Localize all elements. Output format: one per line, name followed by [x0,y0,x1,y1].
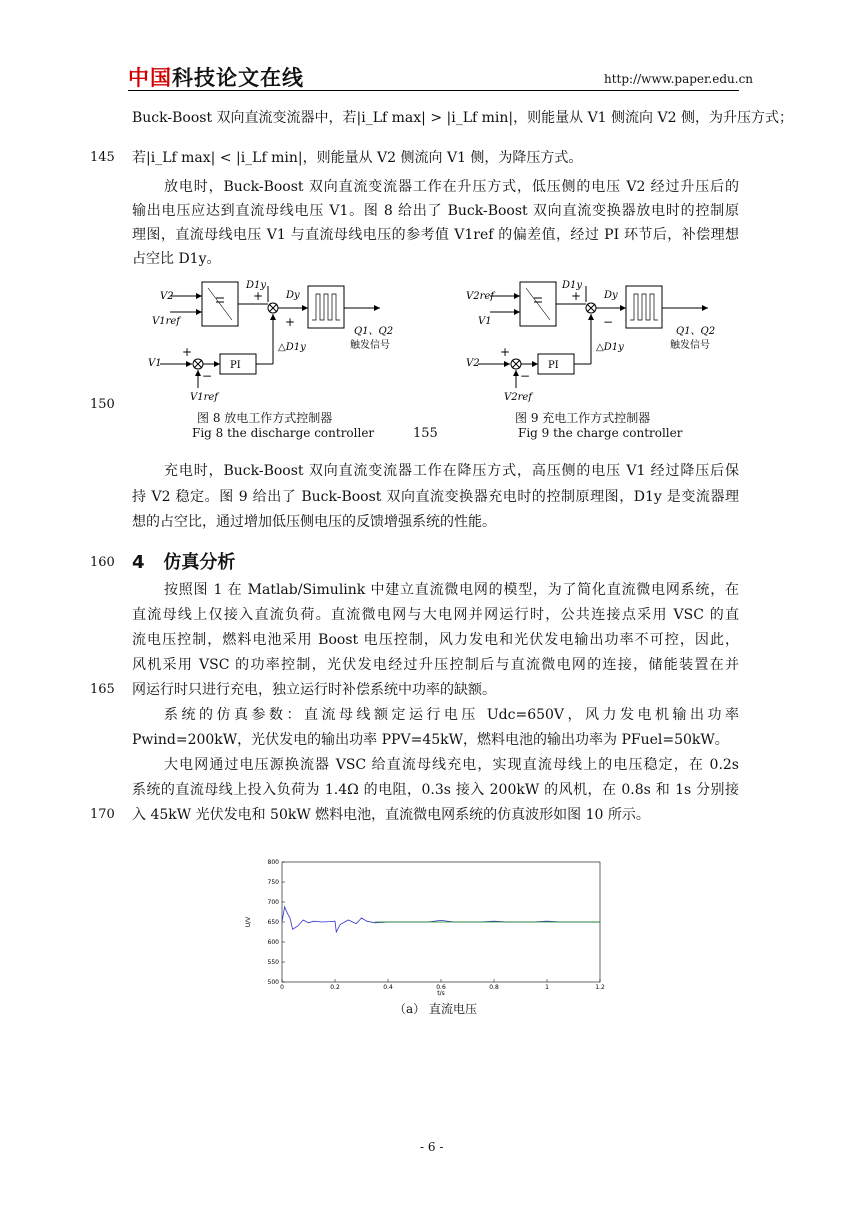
line-number: 165 [90,682,115,697]
label-d1y: D1y [562,280,583,291]
x-tick-label: 0.2 [330,984,340,991]
label-d1y: D1y [246,280,267,291]
text-line: 输出电压应达到直流母线电压 V1。图 8 给出了 Buck-Boost 双向直流变换器放电时的控制原 [132,203,739,219]
text-line: 系统的仿真参数：直流母线额定运行电压 Udc=650V，风力发电机输出功率 [164,707,739,723]
text-line: 持 V2 稳定。图 9 给出了 Buck-Boost 双向直流变换器充电时的控制原理图，D1y 是变流器理 [132,489,739,505]
page-number: - 6 - [420,1140,444,1154]
section-heading: 4 仿真分析 [132,552,236,573]
label-v2: V2 [160,291,174,302]
text-line: 入 45kW 光伏发电和 50kW 燃料电池，直流微电网系统的仿真波形如图 10 所示。 [132,807,650,823]
label-q1q2: Q1、Q2 [354,326,394,337]
x-tick-label: 0 [280,984,284,991]
figure-9-diagram [458,278,748,408]
x-tick-label: 1 [545,984,549,991]
label-v1: V1 [148,358,162,369]
plus-sign: + [285,315,296,329]
x-axis-label: t/s [437,990,445,997]
figure-10-voltage-chart [236,852,616,1000]
pi-block: PI [548,360,559,371]
y-tick-label: 600 [267,939,279,946]
text-line: 占空比 D1y。 [132,251,221,267]
figure-8-caption-cn: 图 8 放电工作方式控制器 [197,411,333,425]
line-number: 150 [90,397,115,412]
label-q1q2: Q1、Q2 [676,326,716,337]
figure-8-caption-en: Fig 8 the discharge controller [192,426,375,440]
line-number: 170 [90,807,115,822]
header-rule [128,90,739,91]
plus-sign: + [182,345,193,359]
label-v2ref-bottom: V2ref [504,392,532,403]
minus-sign: − [520,369,531,383]
y-tick-label: 500 [267,979,279,986]
label-delta-d1y: △D1y [278,342,306,353]
line-number: 160 [90,555,115,570]
figure-10-caption: （a） 直流电压 [394,1002,477,1016]
y-tick-label: 550 [267,959,279,966]
y-axis-label: U/V [245,916,252,928]
minus-sign: − [603,315,614,329]
label-v1ref-bottom: V1ref [190,392,218,403]
pi-block: PI [230,360,241,371]
text-line: 想的占空比，通过增加低压侧电压的反馈增强系统的性能。 [132,514,496,530]
label-trigger: 触发信号 [350,340,390,351]
label-v2ref: V2ref [466,291,494,302]
text-line: 理图，直流母线电压 V1 与直流母线电压的参考值 V1ref 的偏差值，经过 PI 环节后，补偿理想 [132,227,739,243]
text-line: 流电压控制，燃料电池采用 Boost 电压控制，风力发电和光伏发电输出功率不可控，因此， [132,632,739,648]
label-v1: V1 [478,316,492,327]
text-line: Buck-Boost 双向直流变流器中，若|i_Lf max| > |i_Lf min|，则能量从 V1 侧流向 V2 侧，为升压方式； [132,110,793,126]
text-line: 放电时，Buck-Boost 双向直流变流器工作在升压方式，低压侧的电压 V2 经过升压后的 [164,179,739,195]
plus-sign: + [571,289,582,303]
figure-9-caption-en: Fig 9 the charge controller [518,426,683,440]
label-v2: V2 [466,358,480,369]
label-v1ref: V1ref [152,316,180,327]
figure-8-diagram [140,278,430,408]
figure-9-caption-cn: 图 9 充电工作方式控制器 [515,411,651,425]
text-line: 直流母线上仅接入直流负荷。直流微电网与大电网并网运行时，公共连接点采用 VSC 的直 [132,607,739,623]
text-line: Pwind=200kW，光伏发电的输出功率 PPV=45kW，燃料电池的输出功率为 PFuel=50kW。 [132,732,729,748]
plus-sign: + [253,289,264,303]
text-line: 按照图 1 在 Matlab/Simulink 中建立直流微电网的模型，为了简化直流微电网系统，在 [164,582,739,598]
journal-logo: 中国科技论文在线 [128,66,304,90]
header-url[interactable]: http://www.paper.edu.cn [604,72,754,86]
x-tick-label: 0.4 [383,984,393,991]
text-line: 系统的直流母线上投入负荷为 1.4Ω 的电阻，0.3s 接入 200kW 的风机，在 0.8s 和 1s 分别接 [132,782,739,798]
line-number: 155 [413,426,438,441]
label-trigger: 触发信号 [670,340,710,351]
series-line-1 [282,907,600,932]
x-tick-label: 0.6 [436,984,446,991]
line-number: 145 [90,150,115,165]
y-tick-label: 650 [267,919,279,926]
label-dy: Dy [604,290,618,301]
plus-sign: + [500,345,511,359]
minus-sign: − [202,369,213,383]
text-line: 充电时，Buck-Boost 双向直流变流器工作在降压方式，高压侧的电压 V1 经过降压后保 [164,463,739,479]
label-delta-d1y: △D1y [596,342,624,353]
x-tick-label: 1.2 [595,984,605,991]
text-line: 若|i_Lf max| < |i_Lf min|，则能量从 V2 侧流向 V1 侧，为降压方式。 [132,150,583,166]
text-line: 大电网通过电压源换流器 VSC 给直流母线充电，实现直流母线上的电压稳定，在 0.2s [164,757,739,773]
label-dy: Dy [286,290,300,301]
y-tick-label: 750 [267,879,279,886]
text-line: 风机采用 VSC 的功率控制，光伏发电经过升压控制后与直流微电网的连接，储能装置在并 [132,657,739,673]
y-tick-label: 800 [267,859,279,866]
y-tick-label: 700 [267,899,279,906]
text-line: 网运行时只进行充电，独立运行时补偿系统中功率的缺额。 [132,682,496,698]
x-tick-label: 0.8 [489,984,499,991]
